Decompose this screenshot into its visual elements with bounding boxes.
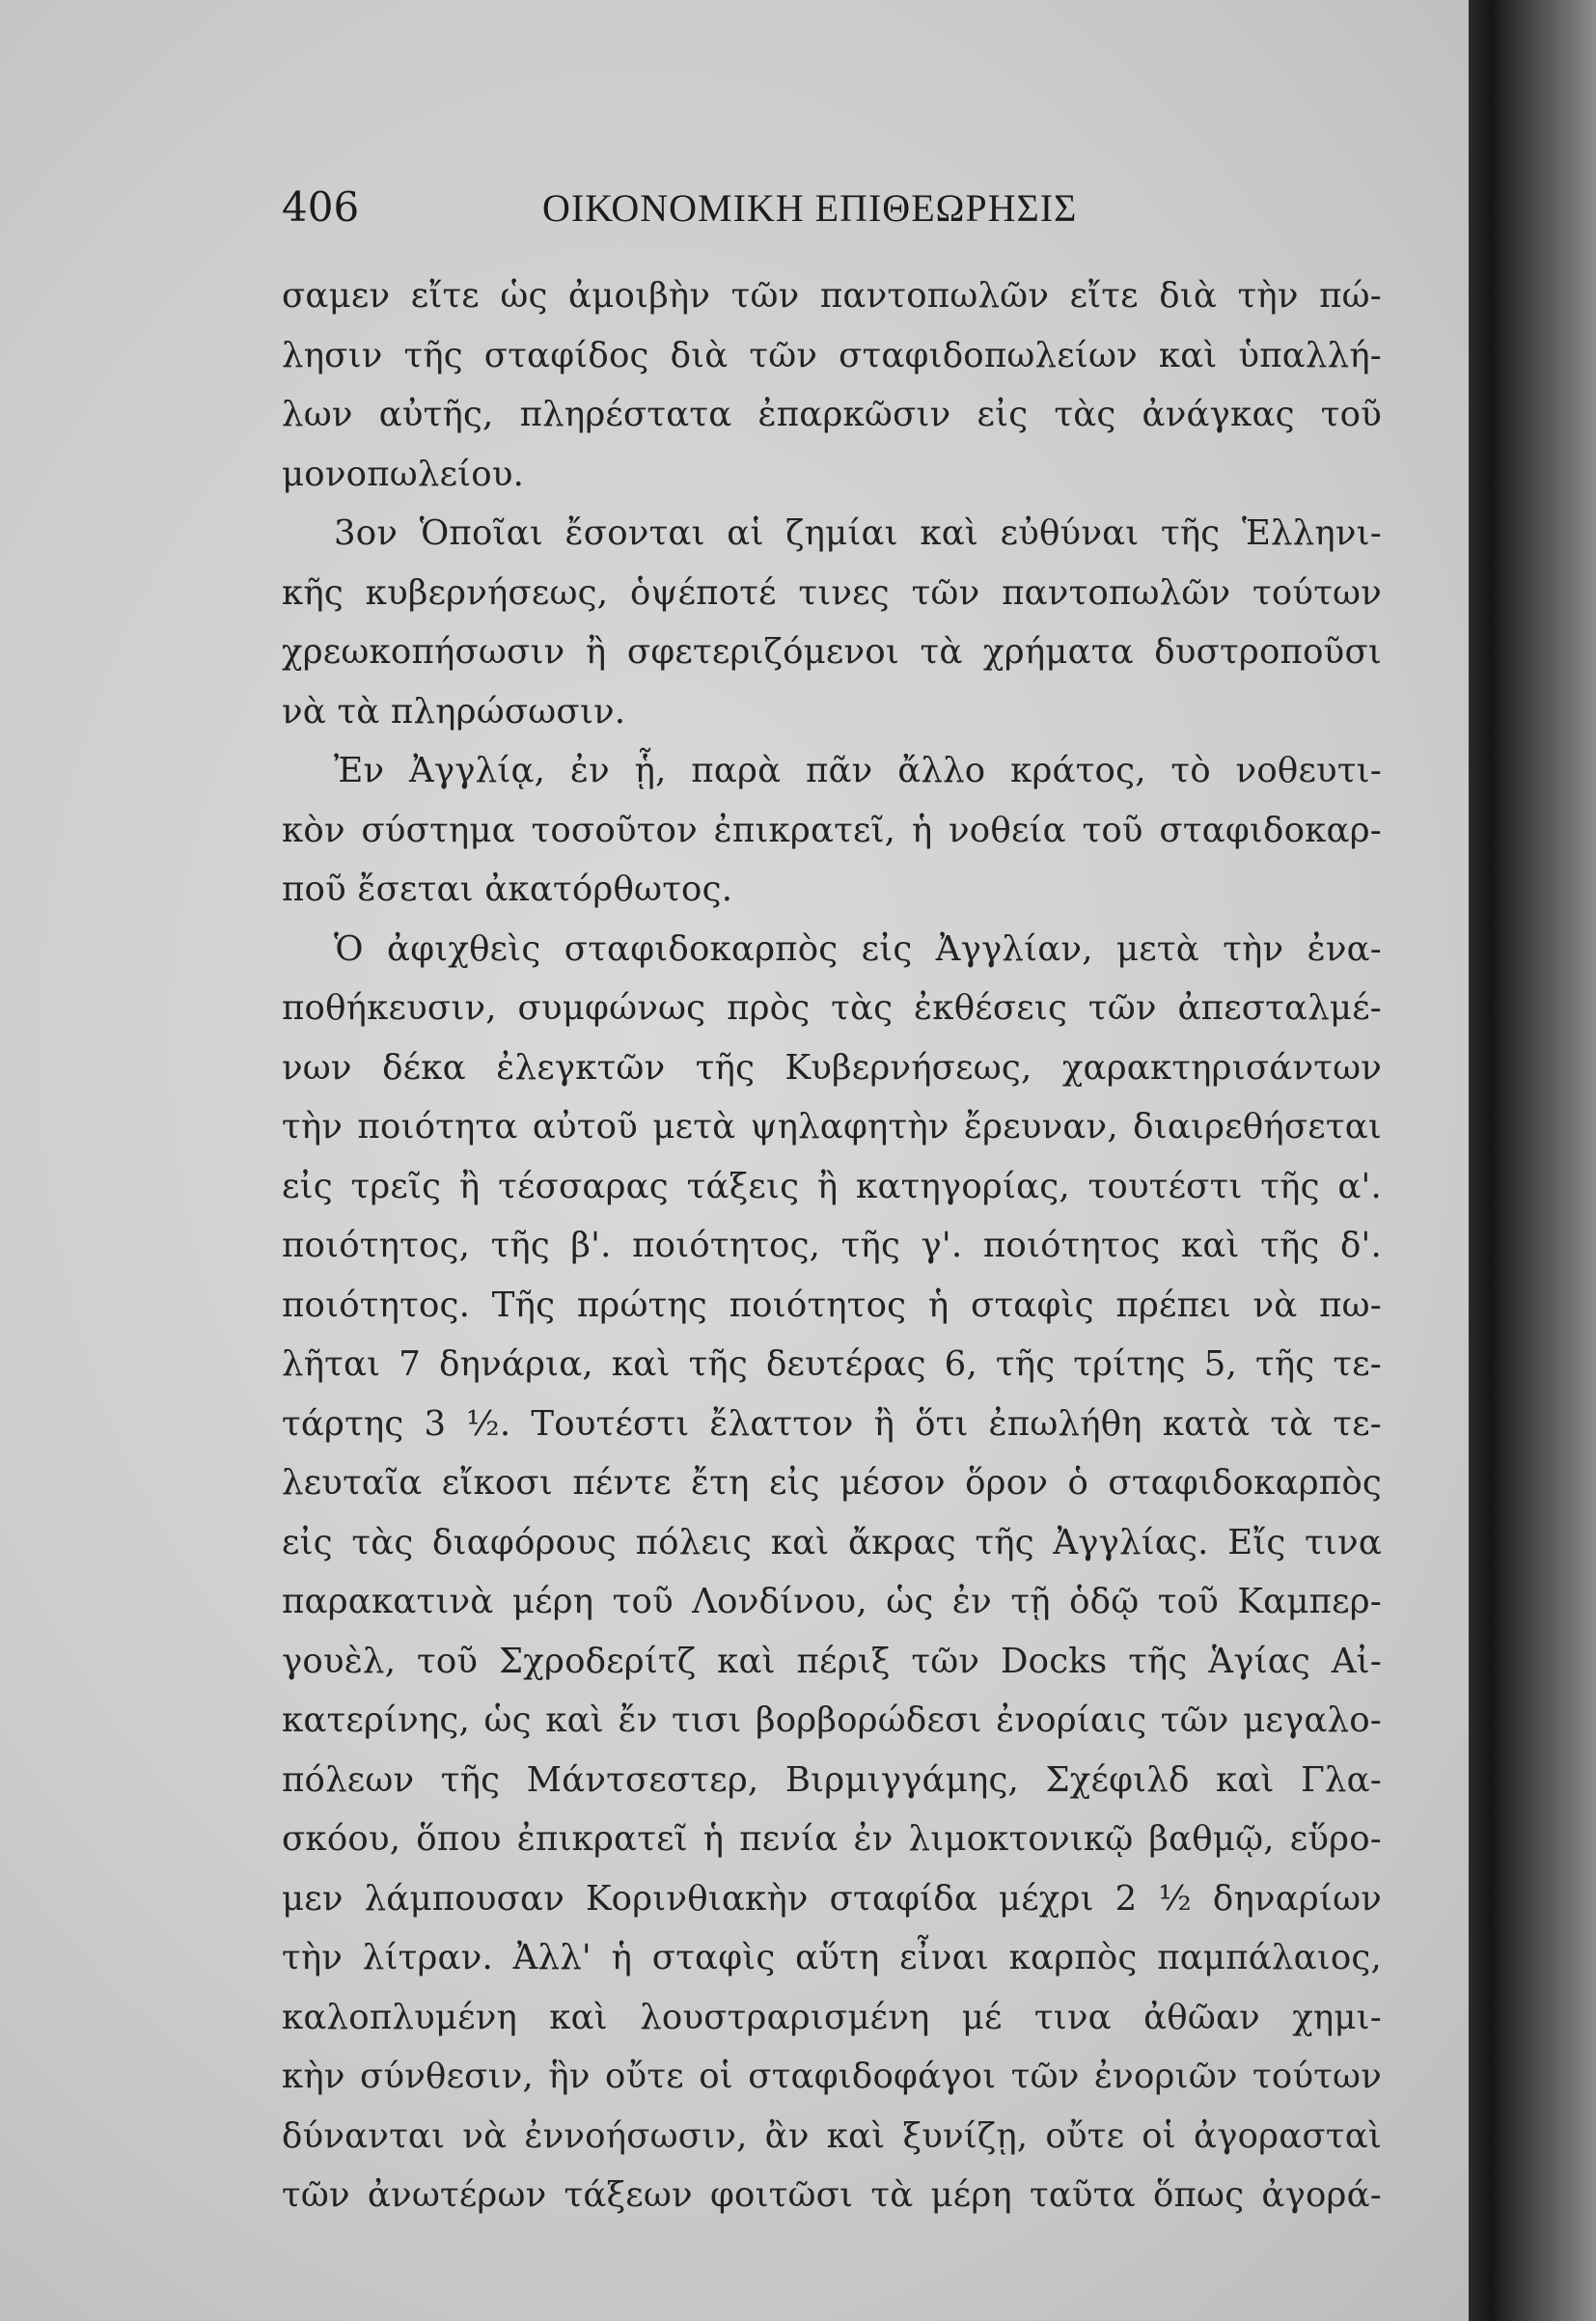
text-line: πόλεων τῆς Μάντσεστερ, Βιρμιγγάμης, Σχέφιλδ καὶ Γλα- — [282, 1759, 1382, 1800]
text-line: λευταῖα εἴκοσι πέντε ἔτη εἰς μέσον ὅρον ὁ σταφιδοκαρπὸς — [282, 1463, 1382, 1503]
text-line: καλοπλυμένη καὶ λουστραρισμένη μέ τινα ἀθῶαν χημι- — [282, 1997, 1382, 2037]
text-line: μονοπωλείου. — [282, 454, 525, 494]
text-line: Ὁ ἀφιχθεὶς σταφιδοκαρπὸς εἰς Ἀγγλίαν, μετὰ τὴν ἐνα- — [334, 928, 1382, 969]
text-line: ποῦ ἔσεται ἀκατόρθωτος. — [282, 870, 733, 909]
text-line: νὰ τὰ πληρώσωσιν. — [282, 691, 626, 732]
text-line: παρακατινὰ μέρη τοῦ Λονδίνου, ὡς ἐν τῇ ὁδῷ τοῦ Καμπερ- — [282, 1582, 1382, 1621]
text-line: γουὲλ, τοῦ Σχροδερίτζ καὶ πέριξ τῶν Docks τῆς Ἁγίας Αἰ- — [282, 1641, 1382, 1681]
text-line: τάρτης 3 ½. Τουτέστι ἔλαττον ἢ ὅτι ἐπωλήθη κατὰ τὰ τε- — [282, 1403, 1382, 1444]
text-line: λῆται 7 δηνάρια, καὶ τῆς δευτέρας 6, τῆς τρίτης 5, τῆς τε- — [282, 1344, 1382, 1384]
text-line: δύνανται νὰ ἐννοήσωσιν, ἂν καὶ ξυνίζῃ, οὔτε οἱ ἀγορασταὶ — [282, 2115, 1382, 2156]
text-line: τὴν ποιότητα αὐτοῦ μετὰ ψηλαφητὴν ἔρευναν, διαιρεθήσεται — [282, 1107, 1382, 1147]
page-header — [282, 183, 1382, 241]
text-line: τὴν λίτραν. Ἀλλ' ἡ σταφὶς αὕτη εἶναι καρπὸς παμπάλαιος, — [282, 1938, 1382, 1977]
book-spine-shadow — [1469, 0, 1596, 2321]
book-page — [282, 183, 1382, 2225]
text-line: τῶν ἀνωτέρων τάξεων φοιτῶσι τὰ μέρη ταῦτα ὅπως ἀγορά- — [282, 2175, 1382, 2215]
text-line: ποιότητος, τῆς β'. ποιότητος, τῆς γ'. ποιότητος καὶ τῆς δ'. — [282, 1226, 1382, 1265]
text-line: λησιν τῆς σταφίδος διὰ τῶν σταφιδοπωλείων καὶ ὑπαλλή- — [282, 335, 1382, 375]
text-line: μεν λάμπουσαν Κορινθιακὴν σταφίδα μέχρι 2 ½ δηναρίων — [282, 1878, 1382, 1919]
text-line: ποθήκευσιν, συμφώνως πρὸς τὰς ἐκθέσεις τῶν ἀπεσταλμέ- — [282, 988, 1382, 1028]
text-line: κατερίνης, ὡς καὶ ἔν τισι βορβορώδεσι ἐνορίαις τῶν μεγαλο- — [282, 1700, 1382, 1740]
text-line: κὸν σύστημα τοσοῦτον ἐπικρατεῖ, ἡ νοθεία τοῦ σταφιδοκαρ- — [282, 810, 1382, 850]
text-line: κῆς κυβερνήσεως, ὁψέποτέ τινες τῶν παντοπωλῶν τούτων — [282, 572, 1382, 613]
body-text — [282, 266, 1382, 2225]
text-line: εἰς τρεῖς ἢ τέσσαρας τάξεις ἢ κατηγορίας, τουτέστι τῆς α'. — [282, 1166, 1382, 1206]
text-line: Ἐν Ἀγγλίᾳ, ἐν ᾗ, παρὰ πᾶν ἄλλο κράτος, τὸ νοθευτι- — [334, 751, 1382, 790]
text-line: εἰς τὰς διαφόρους πόλεις καὶ ἄκρας τῆς Ἀγγλίας. Εἴς τινα — [282, 1522, 1382, 1562]
text-line: λων αὐτῆς, πληρέστατα ἐπαρκῶσιν εἰς τὰς ἀνάγκας τοῦ — [282, 395, 1382, 434]
text-line: κὴν σύνθεσιν, ἣν οὔτε οἱ σταφιδοφάγοι τῶν ἐνοριῶν τούτων — [282, 2057, 1382, 2096]
text-line: χρεωκοπήσωσιν ἢ σφετεριζόμενοι τὰ χρήματα δυστροποῦσι — [282, 632, 1382, 672]
page-number: 406 — [282, 183, 360, 231]
running-title: ΟΙΚΟΝΟΜΙΚΗ ΕΠΙΘΕΩΡΗΣΙΣ — [542, 186, 1078, 230]
text-line: ποιότητος. Τῆς πρώτης ποιότητος ἡ σταφὶς πρέπει νὰ πω- — [282, 1285, 1382, 1325]
text-line: νων δέκα ἐλεγκτῶν τῆς Κυβερνήσεως, χαρακτηρισάντων — [282, 1047, 1382, 1088]
text-line: 3ον Ὁποῖαι ἔσονται αἱ ζημίαι καὶ εὐθύναι τῆς Ἑλληνι- — [334, 513, 1382, 553]
text-line: σκόου, ὅπου ἐπικρατεῖ ἡ πενία ἐν λιμοκτονικῷ βαθμῷ, εὕρο- — [282, 1819, 1382, 1859]
text-line: σαμεν εἴτε ὡς ἀμοιβὴν τῶν παντοπωλῶν εἴτε διὰ τὴν πώ- — [282, 276, 1382, 316]
